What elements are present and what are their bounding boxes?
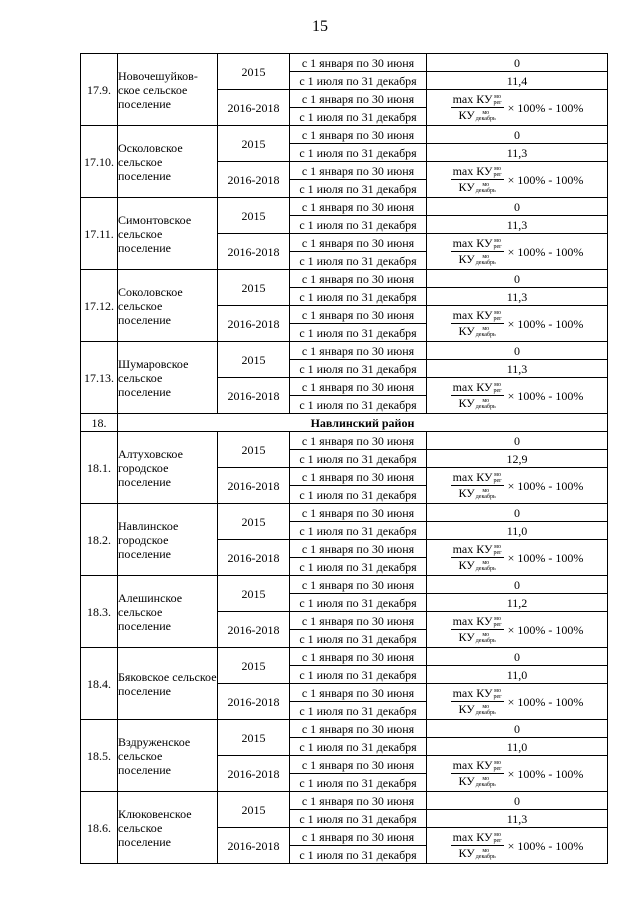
settlement-name: Новочешуйков-ское сельское поселение [118, 54, 218, 126]
formula-sub-bottom: декабрь [475, 782, 496, 789]
formula-ku: КУ [458, 630, 475, 644]
value-cell: 11,3 [427, 360, 608, 378]
formula-numerator [451, 381, 504, 396]
period-cell: с 1 июля по 31 декабря [290, 180, 427, 198]
period-cell: с 1 июля по 31 декабря [290, 774, 427, 792]
year-cell: 2016-2018 [218, 612, 290, 648]
formula-numerator [451, 309, 504, 324]
value-cell: 11,3 [427, 288, 608, 306]
formula-cell [427, 540, 608, 576]
formula-sub-top: рег [493, 244, 502, 250]
period-cell: с 1 января по 30 июня [290, 378, 427, 396]
year-cell: 2015 [218, 270, 290, 306]
formula-sup: мо [482, 632, 490, 639]
period-cell: с 1 июля по 31 декабря [290, 810, 427, 828]
period-cell: с 1 июля по 31 декабря [290, 486, 427, 504]
year-cell: 2015 [218, 198, 290, 234]
growth-formula [427, 237, 607, 267]
formula-indices [494, 94, 502, 106]
entry-number: 18.6. [81, 792, 118, 864]
value-cell: 11,2 [427, 594, 608, 612]
growth-formula [427, 831, 607, 861]
period-cell: с 1 января по 30 июня [290, 54, 427, 72]
value-cell: 0 [427, 504, 608, 522]
formula-cell [427, 378, 608, 414]
value-cell: 0 [427, 432, 608, 450]
region-number: 18. [81, 414, 118, 432]
formula-fraction [451, 831, 504, 861]
formula-ku: КУ [476, 613, 493, 628]
formula-indices [476, 704, 496, 716]
formula-sub-bottom: декабрь [475, 116, 496, 123]
formula-ku: КУ [476, 307, 493, 322]
period-cell: с 1 июля по 31 декабря [290, 108, 427, 126]
period-cell: с 1 июля по 31 декабря [290, 594, 427, 612]
formula-sup: мо [494, 688, 501, 694]
formula-sub-top: рег [493, 388, 502, 394]
formula-numerator [451, 687, 504, 702]
period-cell: с 1 июля по 31 декабря [290, 450, 427, 468]
formula-sub-top: рег [493, 172, 502, 178]
formula-sup: мо [482, 110, 490, 117]
period-cell: с 1 июля по 31 декабря [290, 252, 427, 270]
formula-ku: КУ [476, 379, 493, 394]
formula-sub-bottom: декабрь [475, 188, 496, 195]
formula-ku: КУ [476, 541, 493, 556]
period-cell: с 1 января по 30 июня [290, 90, 427, 108]
entry-number: 17.9. [81, 54, 118, 126]
formula-fraction [451, 759, 504, 789]
settlement-name: Вздруженское сельское поселение [118, 720, 218, 792]
formula-fraction [451, 309, 504, 339]
formula-denominator [456, 396, 497, 410]
formula-sup: мо [482, 776, 490, 783]
formula-numerator [451, 471, 504, 486]
formula-sub-bottom: декабрь [475, 260, 496, 267]
tariff-table [80, 53, 608, 864]
formula-numerator [451, 237, 504, 252]
formula-sub-bottom: декабрь [475, 494, 496, 501]
entry-number: 18.4. [81, 648, 118, 720]
formula-ku: КУ [458, 846, 475, 860]
period-cell: с 1 января по 30 июня [290, 270, 427, 288]
formula-ku: КУ [476, 757, 493, 772]
value-cell: 12,9 [427, 450, 608, 468]
formula-max: max [452, 235, 474, 250]
formula-ku: КУ [476, 829, 493, 844]
value-cell: 0 [427, 342, 608, 360]
entry-number: 18.3. [81, 576, 118, 648]
formula-denominator [456, 630, 497, 644]
year-cell: 2015 [218, 126, 290, 162]
period-cell: с 1 января по 30 июня [290, 576, 427, 594]
year-cell: 2016-2018 [218, 306, 290, 342]
period-cell: с 1 июля по 31 декабря [290, 558, 427, 576]
period-cell: с 1 января по 30 июня [290, 684, 427, 702]
formula-tail: × 100% - 100% [507, 100, 584, 115]
growth-formula [427, 93, 607, 123]
formula-sup: мо [482, 848, 490, 855]
formula-ku: КУ [476, 685, 493, 700]
formula-max: max [452, 469, 474, 484]
formula-indices [476, 182, 496, 194]
formula-fraction [451, 615, 504, 645]
formula-max: max [452, 541, 474, 556]
year-cell: 2016-2018 [218, 684, 290, 720]
period-cell: с 1 июля по 31 декабря [290, 738, 427, 756]
value-cell: 0 [427, 270, 608, 288]
formula-cell [427, 468, 608, 504]
year-cell: 2015 [218, 648, 290, 684]
formula-ku: КУ [458, 252, 475, 266]
period-cell: с 1 июля по 31 декабря [290, 72, 427, 90]
formula-cell [427, 612, 608, 648]
formula-indices [494, 616, 502, 628]
table-row [81, 576, 608, 594]
period-cell: с 1 июля по 31 декабря [290, 396, 427, 414]
formula-indices [494, 832, 502, 844]
region-row [81, 414, 608, 432]
period-cell: с 1 июля по 31 декабря [290, 360, 427, 378]
entry-number: 18.2. [81, 504, 118, 576]
entry-number: 17.12. [81, 270, 118, 342]
formula-cell [427, 828, 608, 864]
year-cell: 2016-2018 [218, 756, 290, 792]
formula-tail: × 100% - 100% [507, 694, 584, 709]
formula-sup: мо [494, 310, 501, 316]
formula-indices [476, 398, 496, 410]
period-cell: с 1 января по 30 июня [290, 198, 427, 216]
formula-sub-top: рег [493, 478, 502, 484]
formula-denominator [456, 702, 497, 716]
formula-ku: КУ [458, 774, 475, 788]
year-cell: 2015 [218, 432, 290, 468]
formula-sup: мо [494, 382, 501, 388]
formula-ku: КУ [476, 91, 493, 106]
year-cell: 2016-2018 [218, 468, 290, 504]
period-cell: с 1 января по 30 июня [290, 756, 427, 774]
value-cell: 11,3 [427, 144, 608, 162]
formula-denominator [456, 324, 497, 338]
formula-ku: КУ [476, 235, 493, 250]
formula-sub-bottom: декабрь [475, 854, 496, 861]
settlement-name: Алтуховское городское поселение [118, 432, 218, 504]
value-cell: 0 [427, 792, 608, 810]
formula-denominator [456, 108, 497, 122]
formula-ku: КУ [458, 702, 475, 716]
formula-sub-bottom: декабрь [475, 404, 496, 411]
formula-tail: × 100% - 100% [507, 766, 584, 781]
formula-denominator [456, 252, 497, 266]
entry-number: 17.13. [81, 342, 118, 414]
formula-numerator [451, 831, 504, 846]
period-cell: с 1 июля по 31 декабря [290, 144, 427, 162]
growth-formula [427, 381, 607, 411]
formula-fraction [451, 237, 504, 267]
period-cell: с 1 июля по 31 декабря [290, 702, 427, 720]
formula-cell [427, 306, 608, 342]
period-cell: с 1 января по 30 июня [290, 828, 427, 846]
formula-fraction [451, 381, 504, 411]
value-cell: 0 [427, 198, 608, 216]
formula-max: max [452, 757, 474, 772]
period-cell: с 1 июля по 31 декабря [290, 288, 427, 306]
period-cell: с 1 июля по 31 декабря [290, 324, 427, 342]
value-cell: 0 [427, 648, 608, 666]
formula-numerator [451, 615, 504, 630]
year-cell: 2015 [218, 792, 290, 828]
formula-tail: × 100% - 100% [507, 622, 584, 637]
entry-number: 17.10. [81, 126, 118, 198]
formula-indices [494, 544, 502, 556]
table-row [81, 648, 608, 666]
formula-indices [494, 688, 502, 700]
formula-tail: × 100% - 100% [507, 244, 584, 259]
year-cell: 2015 [218, 342, 290, 378]
value-cell: 0 [427, 126, 608, 144]
formula-sub-top: рег [493, 316, 502, 322]
formula-ku: КУ [458, 486, 475, 500]
table-row [81, 342, 608, 360]
formula-indices [494, 238, 502, 250]
formula-ku: КУ [458, 396, 475, 410]
period-cell: с 1 января по 30 июня [290, 432, 427, 450]
formula-indices [476, 632, 496, 644]
year-cell: 2016-2018 [218, 162, 290, 198]
settlement-name: Осколовское сельское поселение [118, 126, 218, 198]
growth-formula [427, 615, 607, 645]
table-row [81, 504, 608, 522]
formula-ku: КУ [476, 469, 493, 484]
settlement-name: Шумаровское сельское поселение [118, 342, 218, 414]
period-cell: с 1 июля по 31 декабря [290, 846, 427, 864]
formula-denominator [456, 846, 497, 860]
formula-sub-bottom: декабрь [475, 566, 496, 573]
formula-sup: мо [494, 760, 501, 766]
formula-indices [476, 254, 496, 266]
value-cell: 11,3 [427, 216, 608, 234]
formula-cell [427, 684, 608, 720]
tariff-table-body [81, 54, 608, 864]
formula-indices [494, 472, 502, 484]
settlement-name: Соколовское сельское поселение [118, 270, 218, 342]
table-row [81, 54, 608, 72]
table-row [81, 198, 608, 216]
formula-tail: × 100% - 100% [507, 838, 584, 853]
table-row [81, 720, 608, 738]
formula-max: max [452, 91, 474, 106]
value-cell: 11,0 [427, 522, 608, 540]
formula-sup: мо [482, 182, 490, 189]
entry-number: 18.1. [81, 432, 118, 504]
entry-number: 18.5. [81, 720, 118, 792]
formula-tail: × 100% - 100% [507, 388, 584, 403]
formula-max: max [452, 613, 474, 628]
formula-sup: мо [494, 832, 501, 838]
formula-sup: мо [482, 398, 490, 405]
formula-indices [476, 560, 496, 572]
formula-numerator [451, 759, 504, 774]
entry-number: 17.11. [81, 198, 118, 270]
formula-sub-top: рег [493, 838, 502, 844]
period-cell: с 1 июля по 31 декабря [290, 630, 427, 648]
formula-ku: КУ [476, 163, 493, 178]
settlement-name: Клюковенское сельское поселение [118, 792, 218, 864]
formula-tail: × 100% - 100% [507, 550, 584, 565]
formula-cell [427, 234, 608, 270]
formula-tail: × 100% - 100% [507, 172, 584, 187]
formula-tail: × 100% - 100% [507, 478, 584, 493]
formula-ku: КУ [458, 108, 475, 122]
value-cell: 11,4 [427, 72, 608, 90]
growth-formula [427, 543, 607, 573]
formula-indices [476, 776, 496, 788]
formula-denominator [456, 558, 497, 572]
formula-denominator [456, 774, 497, 788]
table-row [81, 126, 608, 144]
formula-sup: мо [482, 488, 490, 495]
value-cell: 0 [427, 720, 608, 738]
period-cell: с 1 июля по 31 декабря [290, 216, 427, 234]
year-cell: 2016-2018 [218, 540, 290, 576]
settlement-name: Алешинское сельское поселение [118, 576, 218, 648]
period-cell: с 1 июля по 31 декабря [290, 522, 427, 540]
formula-fraction [451, 471, 504, 501]
period-cell: с 1 января по 30 июня [290, 468, 427, 486]
value-cell: 11,0 [427, 666, 608, 684]
formula-sub-top: рег [493, 766, 502, 772]
formula-indices [494, 760, 502, 772]
formula-indices [494, 166, 502, 178]
growth-formula [427, 309, 607, 339]
formula-sup: мо [482, 704, 490, 711]
formula-max: max [452, 829, 474, 844]
formula-cell [427, 756, 608, 792]
formula-sub-bottom: декабрь [475, 710, 496, 717]
formula-ku: КУ [458, 558, 475, 572]
formula-denominator [456, 486, 497, 500]
formula-max: max [452, 163, 474, 178]
growth-formula [427, 471, 607, 501]
table-row [81, 432, 608, 450]
year-cell: 2015 [218, 576, 290, 612]
value-cell: 0 [427, 54, 608, 72]
year-cell: 2015 [218, 720, 290, 756]
formula-sup: мо [482, 254, 490, 261]
formula-indices [476, 326, 496, 338]
year-cell: 2015 [218, 54, 290, 90]
period-cell: с 1 января по 30 июня [290, 504, 427, 522]
formula-sup: мо [482, 326, 490, 333]
formula-fraction [451, 165, 504, 195]
formula-indices [494, 382, 502, 394]
formula-ku: КУ [458, 324, 475, 338]
growth-formula [427, 759, 607, 789]
period-cell: с 1 января по 30 июня [290, 306, 427, 324]
formula-numerator [451, 165, 504, 180]
year-cell: 2015 [218, 504, 290, 540]
period-cell: с 1 июля по 31 декабря [290, 666, 427, 684]
formula-sub-top: рег [493, 550, 502, 556]
formula-fraction [451, 687, 504, 717]
formula-denominator [456, 180, 497, 194]
period-cell: с 1 января по 30 июня [290, 612, 427, 630]
formula-sub-top: рег [493, 622, 502, 628]
year-cell: 2016-2018 [218, 378, 290, 414]
period-cell: с 1 января по 30 июня [290, 342, 427, 360]
value-cell: 11,0 [427, 738, 608, 756]
formula-sub-bottom: декабрь [475, 332, 496, 339]
formula-sup: мо [482, 560, 490, 567]
formula-sub-top: рег [493, 100, 502, 106]
settlement-name: Бяковское сельское поселение [118, 648, 218, 720]
year-cell: 2016-2018 [218, 828, 290, 864]
formula-cell [427, 90, 608, 126]
formula-ku: КУ [458, 180, 475, 194]
formula-sub-top: рег [493, 694, 502, 700]
formula-sub-bottom: декабрь [475, 638, 496, 645]
period-cell: с 1 января по 30 июня [290, 540, 427, 558]
formula-indices [476, 110, 496, 122]
formula-sup: мо [494, 472, 501, 478]
formula-sup: мо [494, 616, 501, 622]
table-row [81, 792, 608, 810]
period-cell: с 1 января по 30 июня [290, 162, 427, 180]
period-cell: с 1 января по 30 июня [290, 234, 427, 252]
formula-sup: мо [494, 238, 501, 244]
formula-numerator [451, 543, 504, 558]
formula-sup: мо [494, 166, 501, 172]
table-row [81, 270, 608, 288]
formula-indices [476, 848, 496, 860]
growth-formula [427, 687, 607, 717]
period-cell: с 1 января по 30 июня [290, 720, 427, 738]
region-title: Навлинский район [118, 414, 608, 432]
growth-formula [427, 165, 607, 195]
value-cell: 0 [427, 576, 608, 594]
settlement-name: Навлинское городское поселение [118, 504, 218, 576]
period-cell: с 1 января по 30 июня [290, 126, 427, 144]
formula-indices [476, 488, 496, 500]
formula-fraction [451, 93, 504, 123]
formula-sup: мо [494, 544, 501, 550]
settlement-name: Симонтовское сельское поселение [118, 198, 218, 270]
page-number: 15 [312, 18, 328, 35]
year-cell: 2016-2018 [218, 90, 290, 126]
formula-numerator [451, 93, 504, 108]
period-cell: с 1 января по 30 июня [290, 792, 427, 810]
formula-max: max [452, 379, 474, 394]
year-cell: 2016-2018 [218, 234, 290, 270]
formula-max: max [452, 685, 474, 700]
formula-fraction [451, 543, 504, 573]
period-cell: с 1 января по 30 июня [290, 648, 427, 666]
formula-indices [494, 310, 502, 322]
formula-tail: × 100% - 100% [507, 316, 584, 331]
formula-cell [427, 162, 608, 198]
value-cell: 11,3 [427, 810, 608, 828]
formula-sup: мо [494, 94, 501, 100]
formula-max: max [452, 307, 474, 322]
